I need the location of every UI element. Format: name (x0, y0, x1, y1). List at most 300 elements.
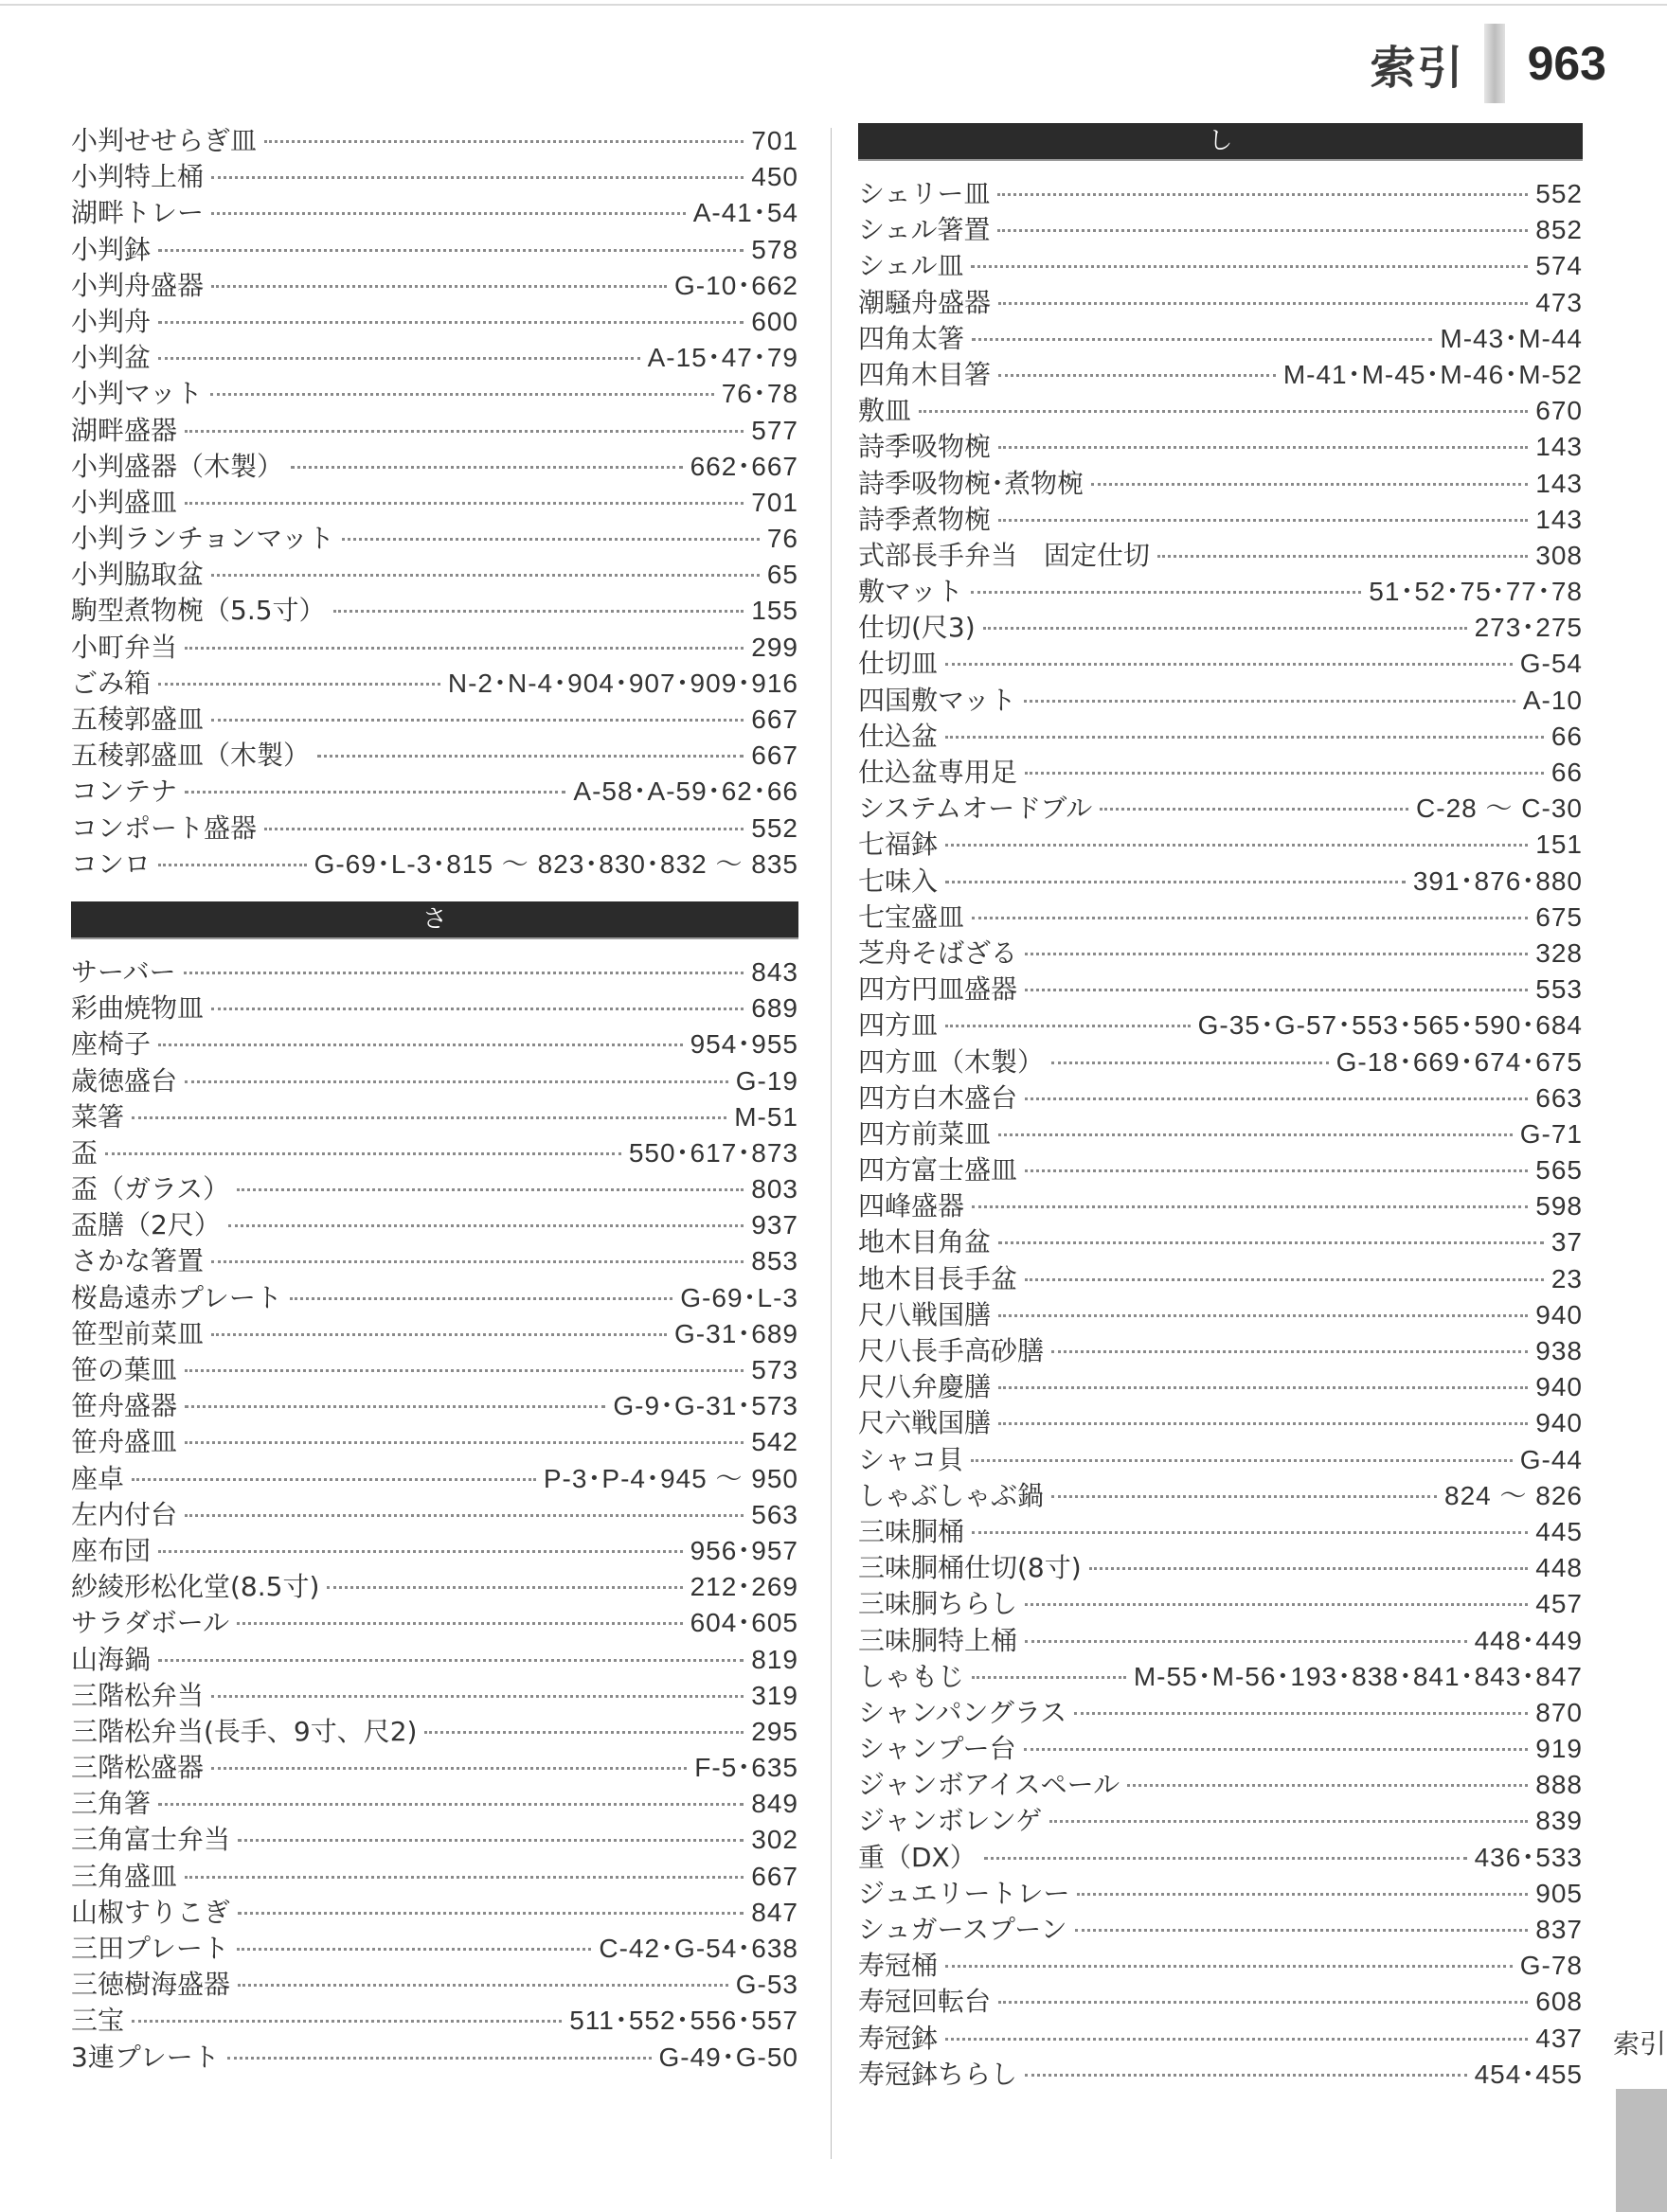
entry-name: 小判ランチョンマット (71, 523, 335, 555)
entry-pages: 445 (1535, 1516, 1583, 1546)
index-entry (858, 1803, 1583, 1839)
entry-name: ジャンボアイスペール (858, 1769, 1120, 1801)
entry-pages: 663 (1535, 1082, 1583, 1113)
entry-pages: 870 (1535, 1697, 1583, 1727)
index-entry (858, 1478, 1583, 1514)
entry-pages: 66 (1550, 721, 1583, 751)
dot-leader (211, 1695, 744, 1698)
index-entry (858, 1948, 1583, 1984)
index-entry (71, 195, 798, 231)
entry-name: シェリー皿 (858, 178, 991, 209)
entry-name: シェル箸置 (858, 214, 991, 246)
dot-leader (158, 1044, 683, 1046)
dot-leader (238, 1839, 744, 1842)
entry-pages: 565 (1535, 1155, 1583, 1186)
index-entry (71, 1642, 798, 1678)
top-rule (0, 4, 1667, 6)
dot-leader (132, 1116, 726, 1119)
entry-pages: G-49･G-50 (658, 2042, 798, 2072)
entry-pages: F-5･635 (694, 1753, 798, 1783)
entry-name: 四方皿 (858, 1009, 939, 1042)
dot-leader (211, 1008, 744, 1010)
entry-pages: 552 (751, 812, 798, 843)
dot-leader (132, 1478, 536, 1481)
index-entry (858, 1514, 1583, 1550)
entry-pages: 143 (1535, 432, 1583, 462)
index-entry (71, 340, 798, 376)
entry-name: シュガースプーン (858, 1914, 1067, 1945)
entry-name: ごみ箱 (71, 667, 152, 699)
entry-pages: 598 (1535, 1191, 1583, 1222)
entry-name: 三階松弁当(長手、9寸、尺2) (71, 1715, 418, 1747)
index-entry (71, 1099, 798, 1135)
entry-pages: 608 (1535, 1987, 1583, 2017)
entry-name: 敷皿 (858, 395, 912, 427)
entry-pages: 65 (766, 560, 798, 590)
index-entry (71, 702, 798, 738)
index-entry (71, 1714, 798, 1750)
entry-name: 三角盛皿 (71, 1860, 178, 1892)
index-entry (858, 538, 1583, 574)
entry-name: 寿冠鉢 (858, 2022, 939, 2054)
entry-name: しゃもじ (858, 1660, 965, 1692)
entry-name: 寿冠回転台 (858, 1986, 992, 2018)
dot-leader (998, 1133, 1513, 1136)
dot-leader (998, 1386, 1528, 1389)
entry-name: 詩季吸物椀 (858, 431, 992, 463)
entry-name: 五稜郭盛皿 (71, 704, 205, 735)
index-entry (858, 1297, 1583, 1333)
dot-leader (264, 828, 744, 830)
entry-name: シェル皿 (858, 250, 964, 282)
entry-pages: 662･667 (690, 451, 798, 481)
dot-leader (264, 140, 744, 143)
entry-pages: 66 (1550, 758, 1583, 787)
entry-pages: 667 (751, 705, 798, 734)
index-entry (858, 1008, 1583, 1044)
dot-leader (1077, 1893, 1528, 1896)
entry-name: 三田プレート (71, 1933, 229, 1964)
entry-name: 四方皿（木製） (858, 1045, 1045, 1078)
entry-pages: G-9･G-31･573 (613, 1391, 798, 1421)
dot-leader (1024, 1748, 1529, 1751)
entry-name: 小判せせらぎ皿 (71, 125, 258, 156)
entry-pages: 940 (1535, 1408, 1583, 1438)
dot-leader (984, 1857, 1467, 1860)
index-entry (858, 1261, 1583, 1297)
entry-pages: A-58･A-59･62･66 (573, 776, 798, 807)
entry-pages: G-69･L-3･815 ～ 823･830･832 ～ 835 (314, 848, 798, 879)
index-entry (71, 413, 798, 449)
index-entry (71, 774, 798, 810)
entry-pages: 328 (1535, 937, 1583, 968)
dot-leader (998, 1241, 1544, 1244)
index-entry (858, 1550, 1583, 1586)
entry-pages: M-43･M-44 (1440, 323, 1583, 353)
index-entry (858, 1224, 1583, 1260)
entry-pages: 542 (751, 1427, 798, 1457)
dot-leader (211, 285, 667, 288)
entry-pages: M-51 (734, 1101, 798, 1132)
entry-pages: 905 (1535, 1878, 1583, 1908)
entry-pages: 76･78 (721, 379, 798, 409)
entry-pages: 552 (1535, 179, 1583, 208)
entry-name: 仕切皿 (858, 648, 939, 680)
entry-name: 座椅子 (71, 1028, 152, 1061)
index-entry (858, 1984, 1583, 2020)
entry-name: 式部長手弁当 固定仕切 (858, 539, 1151, 571)
index-column-right (858, 123, 1583, 2093)
entry-name: 桜島遠赤プレート (71, 1281, 282, 1313)
entry-name: 仕切(尺3) (858, 612, 976, 644)
entry-name: 尺八長手高砂膳 (858, 1335, 1045, 1366)
dot-leader (972, 338, 1432, 341)
entry-pages: G-53 (735, 1970, 798, 2000)
index-entry (71, 1388, 798, 1424)
entry-pages: 437 (1535, 2023, 1583, 2053)
dot-leader (1025, 989, 1528, 991)
dot-leader (185, 1080, 728, 1083)
entry-name: 盃膳（2尺） (71, 1209, 221, 1241)
entry-pages: 448 (1535, 1553, 1583, 1583)
entry-name: 山海鍋 (71, 1643, 152, 1675)
dot-leader (105, 1152, 621, 1155)
dot-leader (290, 1297, 672, 1300)
entry-pages: 937 (751, 1210, 798, 1240)
entry-name: 小判盆 (71, 342, 152, 374)
entry-pages: 701 (751, 487, 798, 517)
entry-pages: G-18･669･674･675 (1335, 1046, 1583, 1077)
dot-leader (132, 2020, 562, 2023)
dot-leader (997, 229, 1528, 232)
dot-leader (227, 2057, 652, 2060)
entry-name: 五稜郭盛皿（木製） (71, 740, 311, 772)
dot-leader (1127, 1784, 1528, 1787)
index-entry (858, 321, 1583, 357)
column-divider (831, 128, 832, 2159)
dot-leader (291, 466, 683, 469)
dot-leader (971, 265, 1528, 268)
entry-pages: P-3･P-4･945 ～ 950 (543, 1463, 798, 1493)
entry-name: コンロ (71, 847, 152, 880)
index-entry (858, 936, 1583, 972)
index-entry (858, 1044, 1583, 1080)
entry-pages: 302 (751, 1825, 798, 1855)
index-entry (71, 1063, 798, 1099)
dot-leader (211, 719, 744, 722)
entry-name: 四角木目箸 (858, 358, 992, 390)
dot-leader (238, 1912, 744, 1915)
index-entry (858, 1442, 1583, 1478)
entry-name: 湖畔盛器 (71, 414, 178, 446)
dot-leader (185, 1514, 744, 1517)
entry-name: 尺八弁慶膳 (858, 1371, 992, 1403)
dot-leader (972, 1531, 1528, 1534)
entry-name: 敷マット (858, 576, 963, 608)
dot-leader (333, 610, 744, 613)
dot-leader (185, 647, 744, 650)
entry-pages: 454･455 (1474, 2059, 1583, 2089)
dot-leader (342, 538, 760, 541)
index-entry (858, 1623, 1583, 1659)
index-entry (858, 1188, 1583, 1224)
entry-name: 三味胴ちらし (858, 1588, 1018, 1620)
index-entry (858, 1767, 1583, 1803)
index-entry (858, 248, 1583, 284)
dot-leader (1025, 2074, 1467, 2077)
side-tab-label: 索引 (1612, 2030, 1667, 2085)
dot-leader (1025, 953, 1528, 955)
index-entry (858, 864, 1583, 900)
section-header: し (858, 123, 1583, 161)
dot-leader (997, 193, 1528, 196)
index-entry (71, 811, 798, 847)
index-entry (71, 1352, 798, 1388)
dot-leader (1051, 1350, 1528, 1353)
index-entry (71, 1605, 798, 1641)
index-entry (71, 521, 798, 557)
index-entry (71, 1316, 798, 1352)
dot-leader (185, 791, 565, 794)
index-entry (858, 212, 1583, 248)
section-header: さ (71, 901, 798, 939)
entry-pages: 938 (1535, 1336, 1583, 1365)
side-index-tab[interactable] (1612, 2030, 1667, 2212)
page-title: 索引 (1370, 41, 1465, 95)
entry-pages: 23 (1550, 1263, 1583, 1293)
entry-pages: 849 (751, 1789, 798, 1819)
entry-name: 三角富士弁当 (71, 1824, 231, 1856)
index-entry (71, 1569, 798, 1605)
entry-pages: 853 (751, 1246, 798, 1276)
index-entry (71, 1678, 798, 1714)
entry-name: シャコ貝 (858, 1443, 964, 1475)
entry-pages: 578 (751, 234, 798, 264)
entry-pages: 448･449 (1474, 1625, 1583, 1655)
entry-name: 3連プレート (71, 2041, 220, 2073)
entry-name: コンポート盛器 (71, 812, 258, 844)
index-entry (71, 376, 798, 412)
index-entry (858, 683, 1583, 719)
entry-name: 地木目長手盆 (858, 1262, 1018, 1294)
dot-leader (972, 1205, 1528, 1208)
index-entry (71, 593, 798, 629)
index-entry (858, 972, 1583, 1008)
entry-pages: 667 (751, 740, 798, 771)
entry-name: 四方円皿盛器 (858, 973, 1018, 1006)
entry-pages: G-69･L-3 (680, 1282, 798, 1312)
entry-name: 寿冠鉢ちらし (858, 2058, 1018, 2090)
dot-leader (185, 1876, 744, 1879)
side-tab-bar (1616, 2089, 1667, 2212)
entry-name: 菜箸 (71, 1100, 125, 1133)
entry-pages: N-2･N-4･904･907･909･916 (447, 668, 798, 698)
index-entry (858, 1695, 1583, 1731)
index-entry (71, 268, 798, 304)
entry-pages: 604･605 (690, 1608, 798, 1638)
entry-name: 潮騒舟盛器 (858, 286, 992, 318)
dot-leader (1075, 1929, 1529, 1932)
index-entry (71, 954, 798, 990)
entry-pages: 550･617･873 (628, 1137, 798, 1168)
index-entry (71, 1026, 798, 1062)
index-entry (71, 557, 798, 593)
entry-pages: 37 (1550, 1227, 1583, 1258)
entry-name: 三宝 (71, 2005, 125, 2037)
entry-name: 芝舟そばざる (858, 937, 1018, 969)
entry-pages: 675 (1535, 901, 1583, 932)
entry-pages: G-10･662 (674, 270, 798, 300)
dot-leader (185, 502, 744, 505)
entry-pages: 940 (1535, 1299, 1583, 1329)
dot-leader (158, 683, 440, 686)
dot-leader (1025, 1603, 1528, 1606)
dot-leader (998, 302, 1528, 305)
index-entry (858, 1840, 1583, 1876)
dot-leader (317, 755, 744, 758)
entry-name: 三階松盛器 (71, 1752, 205, 1784)
dot-leader (158, 1803, 744, 1806)
entry-pages: G-71 (1519, 1118, 1583, 1149)
dot-leader (919, 410, 1528, 413)
entry-pages: 600 (751, 306, 798, 336)
dot-leader (983, 627, 1467, 630)
entry-name: 紗綾形松化堂(8.5寸) (71, 1571, 320, 1603)
entry-name: ジュエリートレー (858, 1877, 1070, 1909)
entry-name: コンテナ (71, 776, 178, 808)
dot-leader (945, 1025, 1191, 1027)
entry-pages: 76 (766, 524, 798, 554)
entry-name: 笹の葉皿 (71, 1354, 178, 1385)
index-entry (71, 304, 798, 340)
entry-name: 地木目角盆 (858, 1226, 992, 1258)
entry-pages: 450 (751, 162, 798, 192)
entry-pages: 819 (751, 1644, 798, 1674)
entry-name: 七福鉢 (858, 829, 939, 861)
dot-leader (1049, 1820, 1528, 1823)
entry-name: 寿冠桶 (858, 1950, 939, 1982)
entry-pages: 888 (1535, 1770, 1583, 1800)
dot-leader (211, 574, 760, 577)
entry-pages: 212･269 (690, 1572, 798, 1602)
index-entry (71, 1533, 798, 1569)
index-entry (858, 1912, 1583, 1948)
dot-leader (998, 446, 1528, 449)
entry-pages: A-10 (1522, 685, 1583, 715)
entry-pages: 553 (1535, 974, 1583, 1005)
entry-name: 湖畔トレー (71, 197, 205, 229)
index-entry (71, 1243, 798, 1279)
entry-name: 小判鉢 (71, 233, 152, 265)
index-entry (71, 630, 798, 666)
index-entry (858, 176, 1583, 212)
entry-name: 笹舟盛器 (71, 1390, 178, 1422)
entry-pages: 956･957 (690, 1535, 798, 1565)
index-entry (858, 1369, 1583, 1405)
entry-name: 小判脇取盆 (71, 559, 205, 591)
entry-pages: A-15･47･79 (647, 343, 798, 373)
index-entry (858, 1152, 1583, 1188)
index-entry (858, 393, 1583, 429)
dot-leader (158, 249, 744, 252)
index-entry (858, 285, 1583, 321)
entry-pages: 51･52･75･77･78 (1369, 577, 1583, 607)
index-entry (71, 1859, 798, 1895)
entry-pages: A-41･54 (692, 198, 798, 228)
index-entry (71, 990, 798, 1026)
dot-leader (185, 1369, 744, 1372)
dot-leader (998, 374, 1276, 377)
dot-leader (1025, 1169, 1528, 1172)
index-entry (71, 1895, 798, 1931)
entry-name: 盃（ガラス） (71, 1173, 230, 1205)
dot-leader (237, 1188, 744, 1191)
entry-pages: 273･275 (1474, 613, 1583, 643)
entry-name: 小町弁当 (71, 631, 178, 663)
dot-leader (998, 1314, 1528, 1317)
entry-name: 笹舟盛皿 (71, 1426, 178, 1458)
dot-leader (185, 430, 744, 433)
entry-pages: 391･876･880 (1412, 865, 1583, 896)
entry-pages: 573 (751, 1355, 798, 1384)
entry-name: 四方前菜皿 (858, 1117, 992, 1150)
index-entry (71, 1967, 798, 2003)
index-entry (71, 738, 798, 774)
index-entry (858, 2057, 1583, 2093)
entry-pages: 837 (1535, 1915, 1583, 1944)
entry-pages: 436･533 (1474, 1842, 1583, 1872)
entry-name: 三味胴特上桶 (858, 1624, 1018, 1656)
index-entry (858, 357, 1583, 393)
entry-name: 小判盛器（木製） (71, 450, 284, 482)
index-entry (858, 1876, 1583, 1912)
index-entry (71, 1822, 798, 1858)
entry-pages: M-41･M-45･M-46･M-52 (1282, 359, 1583, 389)
entry-name: 盃 (71, 1136, 99, 1168)
entry-name: しゃぶしゃぶ鍋 (858, 1479, 1045, 1511)
entry-name: 彩曲焼物皿 (71, 992, 205, 1025)
entry-name: 三角箸 (71, 1788, 152, 1820)
index-entry (71, 847, 798, 883)
index-entry (858, 1731, 1583, 1767)
dot-leader (971, 1459, 1512, 1462)
index-entry (858, 1586, 1583, 1622)
dot-leader (158, 357, 640, 360)
index-entry (71, 159, 798, 195)
index-entry (858, 1333, 1583, 1369)
entry-name: 小判マット (71, 378, 203, 410)
index-entry (71, 1424, 798, 1460)
index-entry (71, 1171, 798, 1207)
dot-leader (1025, 1640, 1467, 1643)
dot-leader (1025, 1278, 1544, 1281)
dot-leader (211, 1260, 744, 1263)
entry-name: 詩季煮物椀 (858, 503, 992, 535)
entry-pages: 299 (751, 632, 798, 662)
entry-name: 四方白木盛台 (858, 1081, 1018, 1114)
dot-leader (237, 1948, 591, 1951)
entry-pages: 319 (751, 1680, 798, 1710)
entry-name: 七味入 (858, 865, 939, 897)
dot-leader (945, 2038, 1528, 2041)
entry-name: 四峰盛器 (858, 1190, 965, 1222)
entry-pages: G-31･689 (674, 1318, 798, 1348)
dot-leader (424, 1731, 744, 1734)
entry-pages: G-78 (1519, 1951, 1583, 1981)
index-entry (71, 1135, 798, 1171)
dot-leader (998, 519, 1528, 522)
entry-name: 歳徳盛台 (71, 1064, 178, 1097)
